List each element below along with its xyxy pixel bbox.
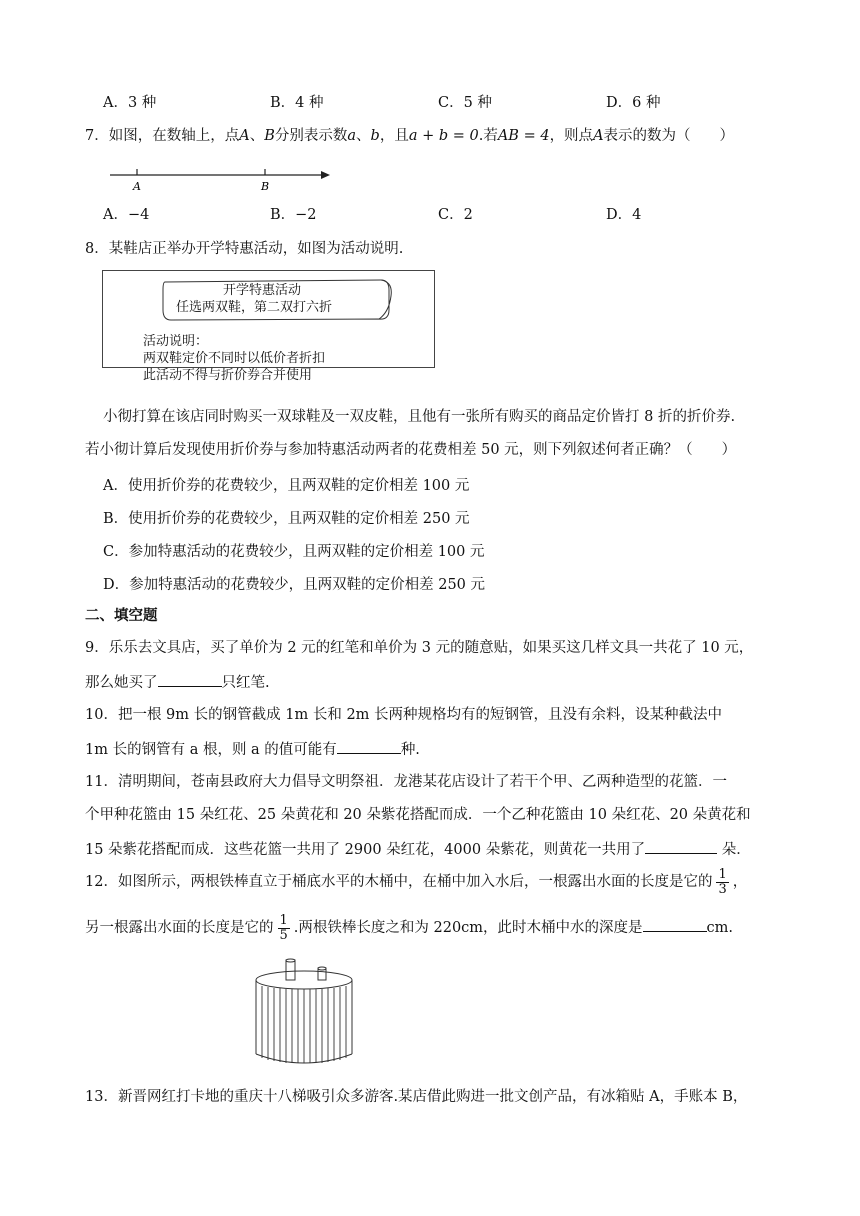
q7-point-a: A: [239, 128, 250, 144]
q12-barrel-figure: [250, 958, 362, 1066]
q7-option-b: B．−2: [270, 207, 317, 223]
q11-line2: 个甲种花篮由 15 朵红花、25 朵黄花和 20 朵紫花搭配而成．一个乙种花篮由 10 朵红花、20 朵黄花和: [85, 807, 751, 823]
q12-fraction-one-third: [716, 868, 728, 897]
notice-banner-line2: 任选两双鞋，第二双打六折: [176, 300, 333, 315]
q7-option-c: C．2: [438, 207, 473, 223]
q7-number: 7．: [85, 128, 109, 144]
section-title-fill-blank: 二、填空题: [85, 608, 158, 624]
q8-number: 8．: [85, 241, 109, 257]
label-point-a: A: [133, 180, 141, 193]
q7-var-sep: 、: [356, 128, 371, 144]
q10-line1: 10．把一根 9m 长的钢管截成 1m 长和 2m 长两种规格均有的短钢管，且没有余料，设某种截法中: [85, 707, 723, 723]
q12-fraction-one-fifth: [278, 914, 290, 943]
q10-line2: [85, 738, 420, 760]
q8-option-c: C．参加特惠活动的花费较少，且两双鞋的定价相差 100 元: [103, 544, 485, 560]
q10-line2-pre: 1m 长的钢管有 a 根，则 a 的值可能有: [85, 742, 337, 758]
q6-option-c: C．5 种: [438, 95, 492, 111]
label-point-b: B: [261, 180, 270, 193]
q11-line3-post: 朵．: [717, 842, 751, 858]
q12-line1: [85, 864, 747, 900]
q7-eq1: a + b = 0: [408, 128, 479, 144]
q9-line2-pre: 那么她买了: [85, 675, 158, 691]
q8-stem: [85, 239, 403, 259]
q6-option-d: D．6 种: [606, 95, 661, 111]
notice-desc-line1: 活动说明：: [143, 334, 209, 349]
q8-para-line1: 小彻打算在该店同时购买一双球鞋及一双皮鞋，且他有一张所有购买的商品定价皆打 8 折的折价券.: [103, 409, 736, 425]
q11-answer-blank[interactable]: [645, 838, 717, 854]
q8-option-d: D．参加特惠活动的花费较少，且两双鞋的定价相差 250 元: [103, 577, 486, 593]
q7-text-g: 表示的数为（ ）: [603, 128, 735, 144]
q12-line2-mid: .两根铁棒长度之和为 220cm，此时木桶中水的深度是: [293, 920, 643, 936]
frac2-numerator: 1: [279, 912, 288, 928]
q7-text-b: 、: [249, 128, 265, 144]
q7-option-d: D．4: [606, 207, 642, 223]
barrel-staves: [262, 986, 346, 1063]
q8-para-line2: 若小彻计算后发现使用折价券与参加特惠活动两者的花费相差 50 元，则下列叙述何者正确？（ ）: [85, 442, 737, 458]
barrel-top: [256, 971, 352, 989]
q9-line2-post: 只红笔.: [221, 675, 270, 691]
q7-text-e: .若: [478, 128, 498, 144]
notice-desc-line3: 此活动不得与折价券合并使用: [143, 368, 313, 383]
q7-number-line-figure: [108, 160, 338, 196]
q9-line1: 9．乐乐去文具店，买了单价为 2 元的红笔和单价为 3 元的随意贴，如果买这几样文具一共花了 10 元，: [85, 640, 754, 656]
q12-line2-pre: 另一根露出水面的长度是它的: [85, 920, 274, 936]
iron-rod-1: [286, 960, 295, 980]
q7-stem: [85, 126, 734, 146]
q10-answer-blank[interactable]: [337, 738, 401, 754]
q12-line1-pre: 12．如图所示，两根铁棒直立于桶底水平的木桶中，在桶中加入水后，一根露出水面的长度是它的: [85, 874, 713, 890]
q11-line1: 11．清明期间，苍南县政府大力倡导文明祭祖．龙港某花店设计了若干个甲、乙两种造型的花篮．一: [85, 774, 727, 790]
q12-line2: [85, 910, 733, 946]
q8-option-b: B．使用折价券的花费较少，且两双鞋的定价相差 250 元: [103, 511, 470, 527]
frac1-denominator: 3: [718, 881, 727, 897]
notice-desc-line2: 两双鞋定价不同时以低价者折扣: [143, 351, 326, 366]
q9-line2: [85, 671, 270, 693]
q8-notice-figure: [102, 270, 435, 383]
q11-line3-pre: 15 朵紫花搭配而成．这些花篮一共用了 2900 朵红花，4000 朵紫花，则黄花一共用了: [85, 842, 646, 858]
q6-option-a: A．3 种: [103, 95, 157, 111]
q7-text-d: ，且: [379, 128, 409, 144]
q7-eq2: AB = 4: [497, 128, 550, 144]
q10-line2-post: 种.: [400, 742, 420, 758]
q8-option-a: A．使用折价券的花费较少，且两双鞋的定价相差 100 元: [103, 478, 470, 494]
q7-option-a: A．−4: [103, 207, 150, 223]
q11-line3: [85, 838, 751, 860]
q9-answer-blank[interactable]: [158, 671, 222, 687]
q7-point-a-2: A: [593, 128, 604, 144]
q12-line2-post: cm.: [706, 920, 734, 936]
notice-banner-line1: 开学特惠活动: [223, 283, 302, 298]
frac1-numerator: 1: [718, 866, 727, 882]
q8-text: 某鞋店正举办开学特惠活动，如图为活动说明.: [108, 241, 404, 257]
frac2-denominator: 5: [279, 927, 288, 943]
q6-option-b: B．4 种: [270, 95, 324, 111]
q12-line1-post: ，: [732, 874, 748, 890]
q12-answer-blank[interactable]: [643, 916, 707, 932]
q7-text-f: ，则点: [549, 128, 594, 144]
q7-var-a: a: [347, 128, 357, 144]
q7-var-b: b: [370, 128, 380, 144]
q13-line1: 13．新晋网红打卡地的重庆十八梯吸引众多游客.某店借此购进一批文创产品，有冰箱贴 A，手账本 B，: [85, 1089, 748, 1105]
q7-point-b: B: [264, 128, 275, 144]
q7-text-c: 分别表示数: [274, 128, 348, 144]
number-line-arrow: [321, 171, 330, 179]
q7-text-a: 如图，在数轴上，点: [108, 128, 240, 144]
